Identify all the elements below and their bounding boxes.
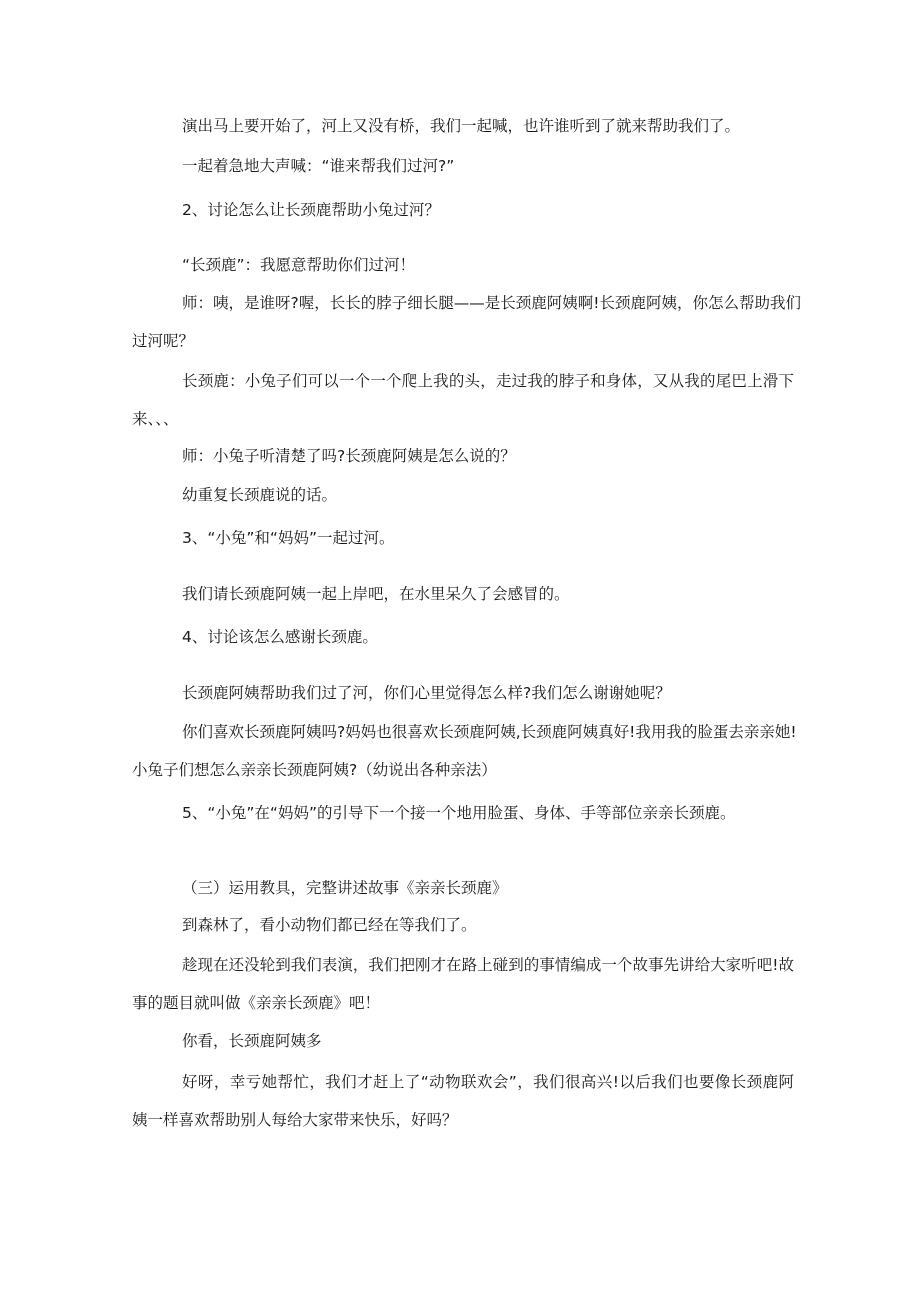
- paragraph-like-giraffe-line1: 你们喜欢长颈鹿阿姨吗?妈妈也很喜欢长颈鹿阿姨,长颈鹿阿姨真好!我用我的脸蛋去亲亲她!: [182, 723, 797, 741]
- paragraph-teacher-question-line1: 师：咦，是谁呀?喔，长长的脖子细长腿——是长颈鹿阿姨啊!长颈鹿阿姨，你怎么帮助我们: [182, 294, 801, 312]
- section-heading-retell-story: （三）运用教具，完整讲述故事《亲亲长颈鹿》: [182, 879, 508, 897]
- paragraph-like-giraffe-line2: 小兔子们想怎么亲亲长颈鹿阿姨?（幼说出各种亲法）: [132, 761, 497, 779]
- paragraph-children-repeat: 幼重复长颈鹿说的话。: [182, 486, 338, 504]
- paragraph-teacher-check: 师：小兔子听清楚了吗?长颈鹿阿姨是怎么说的？: [182, 447, 516, 465]
- heading-discuss-thanks: 4、讨论该怎么感谢长颈鹿。: [182, 628, 378, 646]
- paragraph-conclusion-line1: 好呀，幸亏她帮忙，我们才赶上了“动物联欢会”，我们很高兴!以后我们也要像长颈鹿阿: [182, 1073, 794, 1091]
- paragraph-arrive-forest: 到森林了，看小动物们都已经在等我们了。: [182, 916, 477, 934]
- paragraph-conclusion-line2: 姨一样喜欢帮助别人每给大家带来快乐，好吗？: [132, 1111, 458, 1129]
- heading-cross-river-together: 3、“小兔”和“妈妈”一起过河。: [182, 529, 395, 547]
- paragraph-tell-story-line2: 事的题目就叫做《亲亲长颈鹿》吧！: [132, 994, 381, 1012]
- paragraph-teacher-question-line2: 过河呢？: [132, 332, 195, 350]
- heading-discuss-giraffe-help: 2、讨论怎么让长颈鹿帮助小兔过河？: [182, 201, 440, 219]
- paragraph-shout-together: 一起着急地大声喊：“谁来帮我们过河?”: [182, 157, 455, 175]
- paragraph-giraffe-answer-line2: 来、、、: [132, 410, 179, 428]
- paragraph-performance-start: 演出马上要开始了，河上又没有桥，我们一起喊，也许谁听到了就来帮助我们了。: [182, 117, 741, 135]
- paragraph-invite-ashore: 我们请长颈鹿阿姨一起上岸吧，在水里呆久了会感冒的。: [182, 585, 570, 603]
- paragraph-how-to-thank: 长颈鹿阿姨帮助我们过了河，你们心里觉得怎么样?我们怎么谢谢她呢？: [182, 684, 671, 702]
- paragraph-tell-story-line1: 趁现在还没轮到我们表演，我们把刚才在路上碰到的事情编成一个故事先讲给大家听吧!故: [182, 956, 794, 974]
- paragraph-giraffe-answer-line1: 长颈鹿：小兔子们可以一个一个爬上我的头，走过我的脖子和身体，又从我的尾巴上滑下: [182, 372, 794, 390]
- paragraph-look-giraffe: 你看，长颈鹿阿姨多: [182, 1032, 322, 1050]
- heading-kiss-giraffe: 5、“小兔”在“妈妈”的引导下一个接一个地用脸蛋、身体、手等部位亲亲长颈鹿。: [182, 804, 736, 822]
- paragraph-giraffe-willing: “长颈鹿”：我愿意帮助你们过河！: [182, 256, 416, 274]
